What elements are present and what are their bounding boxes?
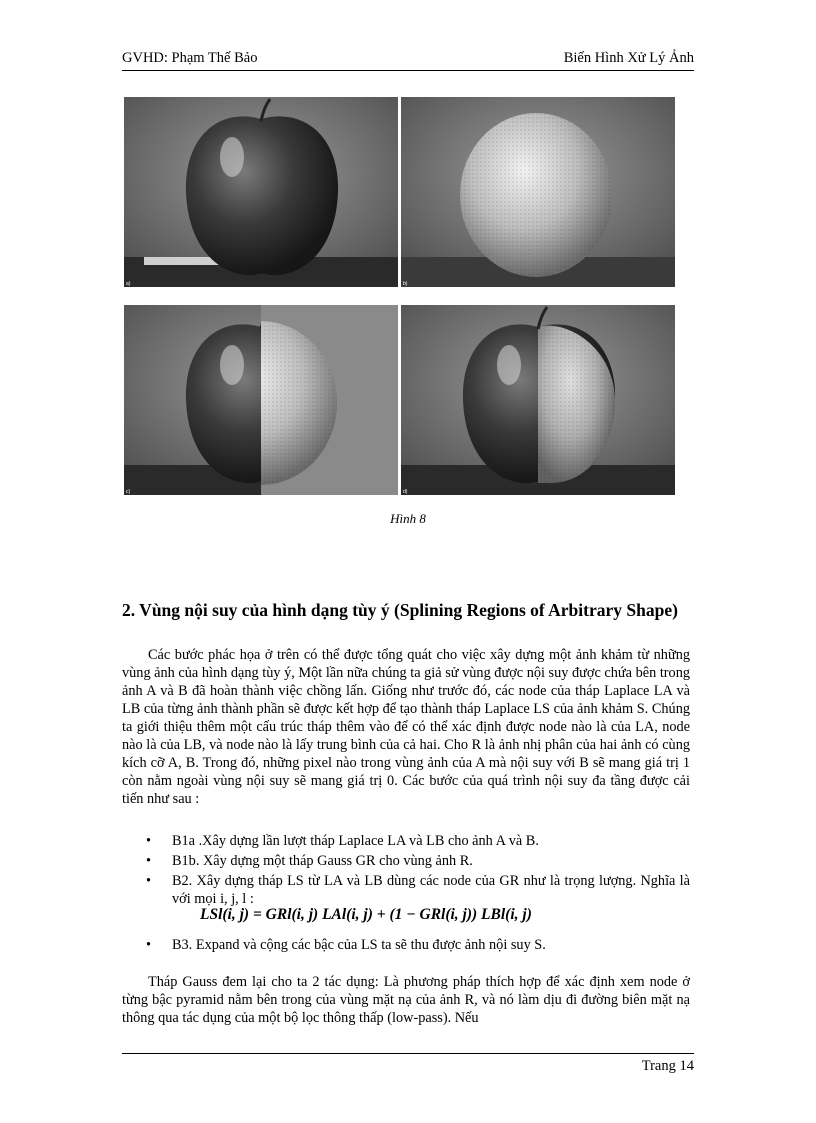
page-number: Trang 14	[641, 1058, 694, 1074]
panel-blended	[401, 305, 675, 495]
list-item-text: B1a .Xây dựng lần lượt tháp Laplace LA và LB cho ảnh A và B.	[172, 833, 539, 849]
panel-orange	[401, 97, 675, 287]
bullet-icon: •	[146, 833, 152, 849]
header-right: Biến Hình Xử Lý Ảnh	[563, 50, 694, 66]
list-item	[146, 872, 690, 908]
bullet-icon: •	[146, 937, 152, 953]
formula: LSl(i, j) = GRl(i, j) LAl(i, j) + (1 − GRl(i, j)) LBl(i, j)	[200, 906, 532, 923]
header-rule	[122, 70, 694, 71]
paragraph-1: Các bước phác họa ở trên có thể được tổng quát cho việc xây dựng một ảnh khảm từ những vùng ảnh của hình dạng tùy ý, Một lần nữa chúng ta giả sử vùng được nội suy được chứa bên trong ảnh A và B đã hoàn thành việc chồng lấn. Giống như trước đó, các node của tháp Laplace LA và LB của từng ảnh thành phần sẽ được kết hợp để tạo thành tháp Laplace LS của ảnh khảm S. Chúng ta giới thiệu thêm một cấu trúc tháp thêm vào để có thể xác định được node nào là của LA, node nào là của LB, và node nào là lấy trung bình của cả hai. Cho R là ảnh nhị phân của hai ảnh có cùng kích cỡ A, B. Trong đó, những pixel nào trong vùng ảnh của A mà nội suy với B sẽ mang giá trị 1 còn nằm ngoài vùng nội suy sẽ mang giá trị 0. Các bước của quá trình nội suy đa tầng được cải tiến như sau :	[122, 647, 690, 807]
figure-caption: Hình 8	[390, 511, 426, 526]
section-title: 2. Vùng nội suy của hình dạng tùy ý (Splining Regions of Arbitrary Shape)	[122, 600, 678, 620]
list-item	[146, 832, 690, 850]
panel-label-b: b)	[403, 281, 408, 287]
panel-label-d: d)	[403, 489, 408, 495]
header-left: GVHD: Phạm Thế Bảo	[122, 50, 258, 66]
bullet-icon: •	[146, 873, 152, 889]
panel-half-split	[124, 305, 398, 495]
figure-apple-orange	[124, 97, 675, 495]
list-item	[146, 852, 690, 870]
list-item-text: B2. Xây dựng tháp LS từ LA và LB dùng các node của GR như là trọng lượng. Nghĩa là với mọi i, j, l :	[172, 873, 690, 907]
footer-rule	[122, 1053, 694, 1054]
list-item-text: B1b. Xây dựng một tháp Gauss GR cho vùng ảnh R.	[172, 853, 473, 869]
list-item-text: B3. Expand và cộng các bậc của LS ta sẽ thu được ảnh nội suy S.	[172, 937, 546, 953]
bullet-icon: •	[146, 853, 152, 869]
paragraph-2: Tháp Gauss đem lại cho ta 2 tác dụng: Là phương pháp thích hợp để xác định xem node ở từng bậc pyramid nằm bên trong của vùng mặt nạ của ảnh R, và nó làm dịu đi đường biên mặt nạ thông qua tác dụng của một bộ lọc thông thấp (low-pass). Nếu	[122, 974, 690, 1026]
list-item	[146, 936, 690, 954]
panel-label-c: c)	[126, 489, 131, 495]
panel-apple	[124, 97, 398, 287]
panel-label-a: a)	[126, 281, 131, 287]
